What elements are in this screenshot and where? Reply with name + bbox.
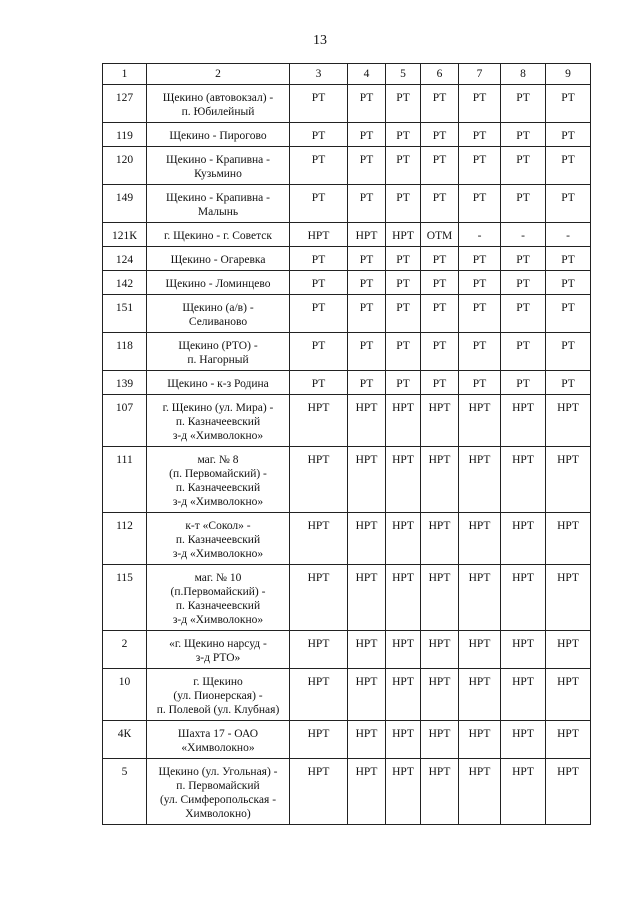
- status-cell: РТ: [501, 271, 546, 295]
- table-row: [103, 371, 591, 395]
- status-cell: РТ: [348, 185, 386, 223]
- route-name-cell: к-т «Сокол» - п. Казначеевский з-д «Химволокно»: [147, 513, 290, 565]
- route-name-cell: г. Щекино (ул. Мира) - п. Казначеевский з-д «Химволокно»: [147, 395, 290, 447]
- status-cell: РТ: [421, 185, 459, 223]
- table-row: [103, 223, 591, 247]
- status-cell: РТ: [386, 123, 421, 147]
- route-name-cell: Щекино (РТО) - п. Нагорный: [147, 333, 290, 371]
- status-cell: РТ: [459, 333, 501, 371]
- status-cell: РТ: [290, 295, 348, 333]
- route-name-cell: маг. № 8 (п. Первомайский) - п. Казначеевский з-д «Химволокно»: [147, 447, 290, 513]
- route-name-cell: Щекино (ул. Угольная) - п. Первомайский (ул. Симферопольская - Химволокно): [147, 759, 290, 825]
- route-name-cell: Щекино - Крапивна - Малынь: [147, 185, 290, 223]
- route-number-cell: 120: [103, 147, 147, 185]
- status-cell: РТ: [501, 371, 546, 395]
- status-cell: РТ: [348, 147, 386, 185]
- route-name-cell: г. Щекино - г. Советск: [147, 223, 290, 247]
- status-cell: РТ: [546, 185, 591, 223]
- status-cell: НРТ: [386, 669, 421, 721]
- route-number-cell: 151: [103, 295, 147, 333]
- status-cell: РТ: [386, 85, 421, 123]
- status-cell: НРТ: [421, 395, 459, 447]
- table-row: [103, 333, 591, 371]
- header-cell: 4: [348, 64, 386, 85]
- status-cell: РТ: [546, 295, 591, 333]
- status-cell: НРТ: [459, 395, 501, 447]
- status-cell: НРТ: [421, 631, 459, 669]
- status-cell: РТ: [421, 123, 459, 147]
- table-row: [103, 247, 591, 271]
- status-cell: НРТ: [386, 223, 421, 247]
- header-cell: 1: [103, 64, 147, 85]
- status-cell: РТ: [459, 147, 501, 185]
- status-cell: НРТ: [546, 395, 591, 447]
- status-cell: РТ: [290, 85, 348, 123]
- table-header-row: [103, 64, 591, 85]
- header-cell: 5: [386, 64, 421, 85]
- status-cell: НРТ: [546, 669, 591, 721]
- status-cell: РТ: [501, 85, 546, 123]
- status-cell: РТ: [386, 295, 421, 333]
- route-number-cell: 119: [103, 123, 147, 147]
- table-row: [103, 85, 591, 123]
- table-row: [103, 513, 591, 565]
- status-cell: РТ: [421, 85, 459, 123]
- route-number-cell: 121К: [103, 223, 147, 247]
- status-cell: НРТ: [386, 395, 421, 447]
- status-cell: РТ: [386, 371, 421, 395]
- status-cell: НРТ: [546, 721, 591, 759]
- status-cell: НРТ: [348, 395, 386, 447]
- status-cell: НРТ: [459, 631, 501, 669]
- status-cell: НРТ: [348, 759, 386, 825]
- route-number-cell: 118: [103, 333, 147, 371]
- route-name-cell: Щекино - Ломинцево: [147, 271, 290, 295]
- status-cell: РТ: [348, 247, 386, 271]
- status-cell: ОТМ: [421, 223, 459, 247]
- status-cell: НРТ: [290, 669, 348, 721]
- route-number-cell: 4К: [103, 721, 147, 759]
- status-cell: РТ: [501, 247, 546, 271]
- route-number-cell: 111: [103, 447, 147, 513]
- status-cell: НРТ: [290, 631, 348, 669]
- status-cell: НРТ: [348, 513, 386, 565]
- status-cell: НРТ: [459, 759, 501, 825]
- status-cell: НРТ: [386, 565, 421, 631]
- status-cell: НРТ: [459, 447, 501, 513]
- table-row: [103, 295, 591, 333]
- status-cell: РТ: [348, 333, 386, 371]
- header-cell: 7: [459, 64, 501, 85]
- status-cell: РТ: [459, 85, 501, 123]
- status-cell: НРТ: [546, 447, 591, 513]
- status-cell: РТ: [421, 295, 459, 333]
- route-number-cell: 2: [103, 631, 147, 669]
- table-row: [103, 271, 591, 295]
- status-cell: РТ: [290, 185, 348, 223]
- status-cell: РТ: [421, 271, 459, 295]
- status-cell: НРТ: [501, 721, 546, 759]
- status-cell: РТ: [348, 85, 386, 123]
- status-cell: РТ: [546, 271, 591, 295]
- status-cell: НРТ: [501, 565, 546, 631]
- status-cell: НРТ: [348, 565, 386, 631]
- table-row: [103, 631, 591, 669]
- status-cell: НРТ: [421, 669, 459, 721]
- status-cell: НРТ: [501, 759, 546, 825]
- status-cell: НРТ: [348, 631, 386, 669]
- route-number-cell: 115: [103, 565, 147, 631]
- route-number-cell: 124: [103, 247, 147, 271]
- status-cell: РТ: [348, 271, 386, 295]
- status-cell: НРТ: [501, 395, 546, 447]
- status-cell: РТ: [421, 247, 459, 271]
- status-cell: НРТ: [290, 395, 348, 447]
- route-number-cell: 112: [103, 513, 147, 565]
- header-cell: 8: [501, 64, 546, 85]
- status-cell: НРТ: [459, 721, 501, 759]
- route-name-cell: Щекино - к-з Родина: [147, 371, 290, 395]
- status-cell: РТ: [546, 247, 591, 271]
- status-cell: НРТ: [348, 447, 386, 513]
- status-cell: РТ: [290, 247, 348, 271]
- status-cell: РТ: [290, 271, 348, 295]
- status-cell: НРТ: [546, 565, 591, 631]
- table-row: [103, 447, 591, 513]
- status-cell: НРТ: [290, 721, 348, 759]
- status-cell: РТ: [459, 123, 501, 147]
- status-cell: РТ: [546, 371, 591, 395]
- status-cell: НРТ: [290, 565, 348, 631]
- route-number-cell: 5: [103, 759, 147, 825]
- status-cell: РТ: [348, 371, 386, 395]
- status-cell: РТ: [386, 247, 421, 271]
- status-cell: НРТ: [290, 513, 348, 565]
- status-cell: РТ: [386, 185, 421, 223]
- table-row: [103, 565, 591, 631]
- status-cell: РТ: [348, 295, 386, 333]
- route-name-cell: Шахта 17 - ОАО «Химволокно»: [147, 721, 290, 759]
- header-cell: 3: [290, 64, 348, 85]
- table-row: [103, 123, 591, 147]
- status-cell: РТ: [546, 85, 591, 123]
- status-cell: НРТ: [459, 565, 501, 631]
- status-cell: НРТ: [546, 759, 591, 825]
- route-number-cell: 142: [103, 271, 147, 295]
- table-row: [103, 721, 591, 759]
- page-number: 13: [313, 33, 327, 48]
- route-name-cell: Щекино - Пирогово: [147, 123, 290, 147]
- status-cell: РТ: [501, 123, 546, 147]
- status-cell: РТ: [501, 147, 546, 185]
- status-cell: НРТ: [501, 447, 546, 513]
- route-name-cell: Щекино - Крапивна - Кузьмино: [147, 147, 290, 185]
- status-cell: НРТ: [290, 759, 348, 825]
- status-cell: НРТ: [290, 223, 348, 247]
- status-cell: -: [459, 223, 501, 247]
- status-cell: НРТ: [348, 669, 386, 721]
- status-cell: НРТ: [386, 513, 421, 565]
- status-cell: РТ: [501, 185, 546, 223]
- status-cell: РТ: [290, 147, 348, 185]
- routes-table: [102, 63, 591, 825]
- route-number-cell: 127: [103, 85, 147, 123]
- status-cell: РТ: [546, 123, 591, 147]
- table-row: [103, 395, 591, 447]
- status-cell: -: [546, 223, 591, 247]
- status-cell: НРТ: [421, 759, 459, 825]
- status-cell: РТ: [290, 333, 348, 371]
- status-cell: НРТ: [386, 447, 421, 513]
- status-cell: НРТ: [501, 513, 546, 565]
- status-cell: НРТ: [421, 447, 459, 513]
- table-row: [103, 147, 591, 185]
- status-cell: НРТ: [501, 631, 546, 669]
- status-cell: РТ: [290, 371, 348, 395]
- route-number-cell: 10: [103, 669, 147, 721]
- status-cell: РТ: [290, 123, 348, 147]
- status-cell: НРТ: [386, 721, 421, 759]
- route-name-cell: Щекино (а/в) - Селиваново: [147, 295, 290, 333]
- table-row: [103, 669, 591, 721]
- status-cell: НРТ: [459, 513, 501, 565]
- status-cell: РТ: [386, 333, 421, 371]
- status-cell: НРТ: [421, 513, 459, 565]
- status-cell: РТ: [459, 371, 501, 395]
- header-cell: 2: [147, 64, 290, 85]
- status-cell: НРТ: [348, 721, 386, 759]
- status-cell: РТ: [421, 147, 459, 185]
- route-name-cell: маг. № 10 (п.Первомайский) - п. Казначеевский з-д «Химволокно»: [147, 565, 290, 631]
- status-cell: РТ: [421, 371, 459, 395]
- status-cell: РТ: [501, 295, 546, 333]
- status-cell: РТ: [386, 271, 421, 295]
- status-cell: РТ: [501, 333, 546, 371]
- table-row: [103, 759, 591, 825]
- status-cell: РТ: [546, 147, 591, 185]
- route-name-cell: «г. Щекино нарсуд - з-д РТО»: [147, 631, 290, 669]
- status-cell: НРТ: [546, 513, 591, 565]
- route-number-cell: 149: [103, 185, 147, 223]
- status-cell: РТ: [386, 147, 421, 185]
- status-cell: НРТ: [348, 223, 386, 247]
- status-cell: НРТ: [421, 721, 459, 759]
- route-name-cell: г. Щекино (ул. Пионерская) - п. Полевой (ул. Клубная): [147, 669, 290, 721]
- route-name-cell: Щекино (автовокзал) - п. Юбилейный: [147, 85, 290, 123]
- status-cell: НРТ: [386, 759, 421, 825]
- status-cell: НРТ: [421, 565, 459, 631]
- status-cell: НРТ: [386, 631, 421, 669]
- status-cell: НРТ: [546, 631, 591, 669]
- status-cell: РТ: [459, 185, 501, 223]
- status-cell: РТ: [348, 123, 386, 147]
- status-cell: РТ: [546, 333, 591, 371]
- header-cell: 9: [546, 64, 591, 85]
- route-number-cell: 107: [103, 395, 147, 447]
- header-cell: 6: [421, 64, 459, 85]
- route-number-cell: 139: [103, 371, 147, 395]
- status-cell: НРТ: [459, 669, 501, 721]
- status-cell: РТ: [459, 247, 501, 271]
- status-cell: РТ: [459, 271, 501, 295]
- status-cell: РТ: [421, 333, 459, 371]
- status-cell: НРТ: [501, 669, 546, 721]
- route-name-cell: Щекино - Огаревка: [147, 247, 290, 271]
- status-cell: РТ: [459, 295, 501, 333]
- status-cell: НРТ: [290, 447, 348, 513]
- table-row: [103, 185, 591, 223]
- status-cell: -: [501, 223, 546, 247]
